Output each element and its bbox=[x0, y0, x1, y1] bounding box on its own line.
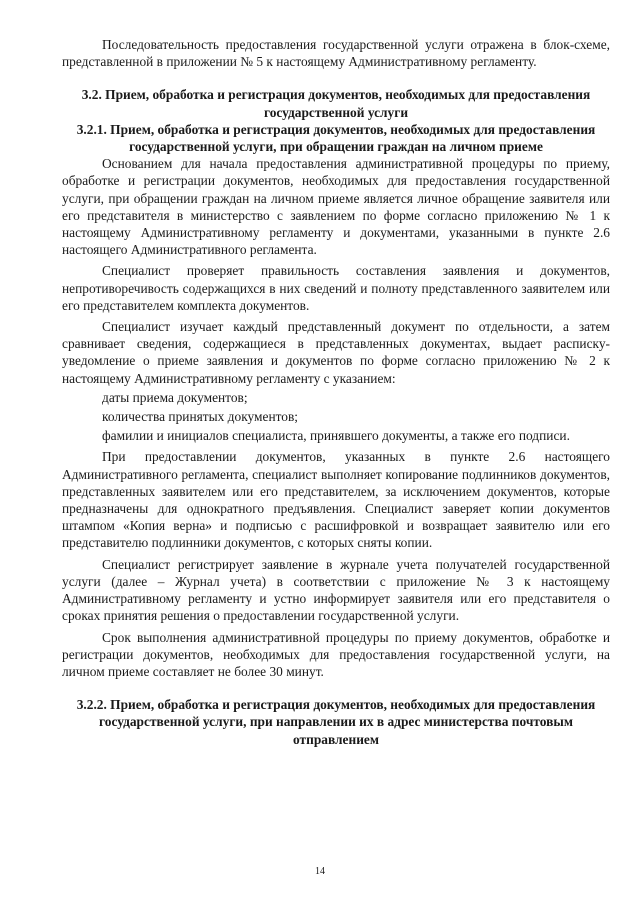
section-heading-3-2-1: 3.2.1. Прием, обработка и регистрация документов, необходимых для предоставления государственной услуги, при обращении граждан на личном приеме bbox=[76, 121, 596, 155]
body-paragraph: При предоставлении документов, указанных в пункте 2.6 настоящего Административного регламента, специалист выполняет копирование подлинников документов, представленных заявителем или его представителем, за исключением документов, которые предназначены для однократного предъявления. Специалист заверяет копии документов штампом «Копия верна» и подписью с расшифровкой и возвращает заявителю или его представителю подлинники документов, с которых сняты копии. bbox=[62, 449, 610, 551]
body-paragraph: Специалист регистрирует заявление в журнале учета получателей государственной услуги (далее – Журнал учета) в соответствии с приложение № 3 к настоящему Административному регламенту и устно информирует заявителя или его представителя о сроках принятия решения о предоставлении государственной услуги. bbox=[62, 556, 610, 624]
body-paragraph: Основанием для начала предоставления административной процедуры по приему, обработке и регистрации документов, необходимых для предоставления государственной услуги, при обращении граждан на личном приеме является личное обращение заявителя или его представителя в министерство с заявлением по форме согласно приложению № 1 к настоящему Административному регламенту и документами, указанными в пункте 2.6 настоящего Административного регламента. bbox=[62, 156, 610, 258]
intro-paragraph: Последовательность предоставления государственной услуги отражена в блок-схеме, представленной в приложении № 5 к настоящему Административному регламенту. bbox=[62, 37, 610, 70]
section-heading-3-2-2: 3.2.2. Прием, обработка и регистрация документов, необходимых для предоставления государственной услуги, при направлении их в адрес министерства почтовым отправлением bbox=[76, 697, 596, 747]
body-paragraph: Срок выполнения административной процедуры по приему документов, обработке и регистрации документов, необходимых для предоставления государственной услуги, на личном приеме составляет не более 30 минут. bbox=[62, 629, 610, 679]
list-item: количества принятых документов; bbox=[102, 409, 299, 425]
list-item: фамилии и инициалов специалиста, принявшего документы, а также его подписи. bbox=[102, 428, 570, 444]
body-paragraph: Специалист изучает каждый представленный документ по отдельности, а затем сравнивает сведения, содержащиеся в представленных документах, выдает расписку-уведомление о приеме заявления и документов по форме согласно приложению № 2 к настоящему Административному регламенту с указанием: bbox=[62, 319, 610, 386]
list-item: даты приема документов; bbox=[102, 389, 248, 405]
page-number: 14 bbox=[315, 866, 325, 877]
document-page bbox=[62, 36, 610, 748]
body-paragraph: Специалист проверяет правильность составления заявления и документов, непротиворечивость содержащихся в них сведений и полноту представленного заявителем или его представителем комплекта документов. bbox=[62, 263, 610, 313]
section-heading-3-2: 3.2. Прием, обработка и регистрация документов, необходимых для предоставления государственной услуги bbox=[81, 87, 591, 120]
